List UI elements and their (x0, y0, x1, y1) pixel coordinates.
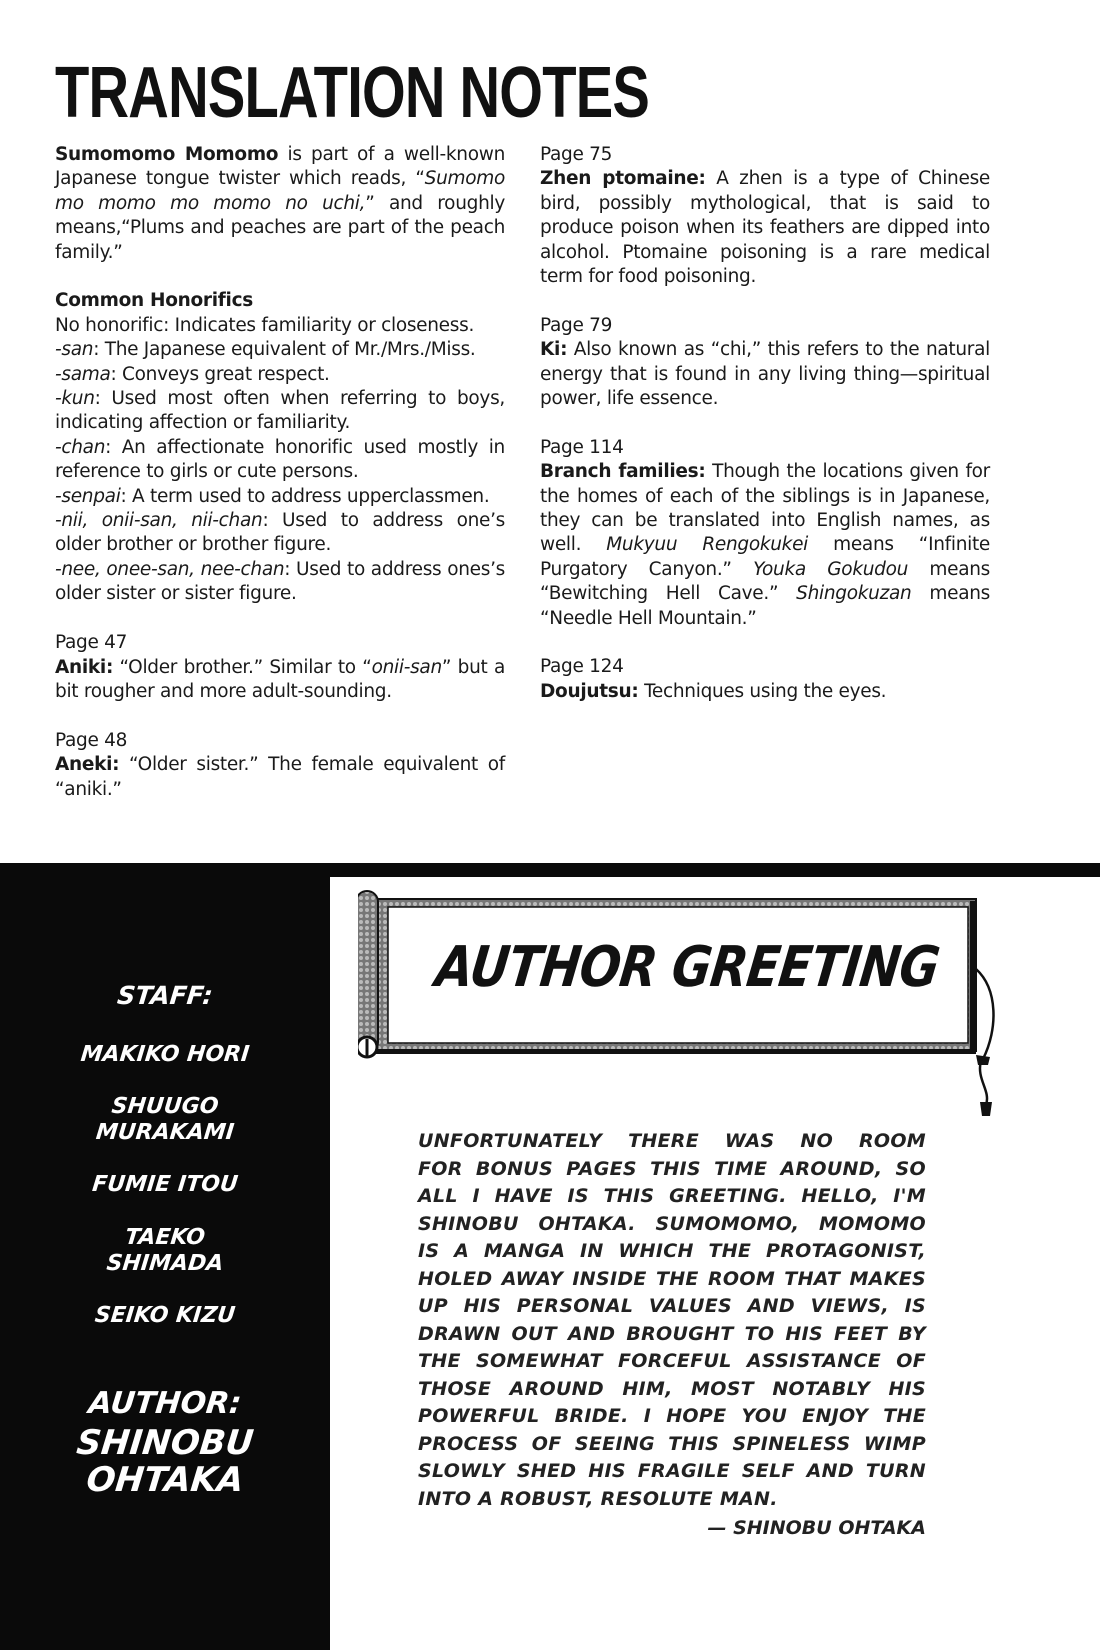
translation-notes-left-column (55, 143, 505, 826)
place-name: Youka Gokudou (753, 558, 909, 580)
staff-name: SEIKO KIZU (93, 1303, 237, 1328)
note-text: ” but a bit rougher and more adult-sounding. (55, 656, 505, 702)
honorific-term: -chan (55, 436, 106, 458)
staff-name: TAEKO (123, 1225, 207, 1250)
staff-name: SHUUGO (110, 1094, 220, 1119)
greeting-line: SLOWLY SHED HIS FRAGILE SELF AND TURN (418, 1460, 926, 1482)
honorific-item (55, 314, 505, 338)
greeting-line: SHINOBU OHTAKA. SUMOMOMO, MOMOMO (418, 1212, 926, 1235)
honorific-desc: : Indicates familiarity or closeness. (163, 314, 475, 336)
intro-text: is part of a well-known Japanese tongue twister which reads, “ (55, 144, 505, 190)
note-text: “Older sister.” The female equivalent of “aniki.” (55, 754, 505, 800)
honorific-desc: : A term used to address upperclassmen. (120, 485, 490, 507)
note-term: Aneki: (55, 754, 120, 776)
greeting-line: UNFORTUNATELY THERE WAS NO ROOM (418, 1130, 926, 1152)
honorific-term: -san (55, 339, 94, 361)
place-name: Shingokuzan (796, 583, 912, 605)
greeting-line: PROCESS OF SEEING THIS SPINELESS WIMP (418, 1432, 926, 1455)
note-term: Zhen ptomaine: (540, 168, 706, 190)
page-label: Page 79 (540, 314, 613, 336)
staff-name: FUMIE ITOU (91, 1172, 240, 1197)
honorific-desc: : Used most often when referring to boys, indicating affection or familiarity. (55, 388, 505, 434)
place-name: Mukyuu Rengokukei (606, 534, 809, 556)
note-text: Techniques using the eyes. (638, 680, 887, 702)
page-label: Page 47 (55, 632, 128, 654)
author-name: OHTAKA (84, 1460, 246, 1500)
note-page-79 (540, 314, 990, 412)
note-page-48 (55, 729, 505, 802)
honorific-desc: : Used to address one’s older brother or brother figure. (55, 510, 506, 556)
honorific-desc: : The Japanese equivalent of Mr./Mrs./Miss. (93, 339, 476, 361)
greeting-line: INTO A ROBUST, RESOLUTE MAN. (418, 1487, 778, 1510)
intro-term: Sumomomo Momomo (55, 144, 279, 165)
author-heading: AUTHOR: (86, 1386, 244, 1421)
honorific-term: -sama (55, 363, 111, 385)
greeting-line: ALL I HAVE IS THIS GREETING. HELLO, I'M (418, 1185, 926, 1207)
page-label: Page 48 (55, 729, 128, 751)
note-text: means “Bewitching Hell Cave.” (540, 558, 990, 605)
note-term: Ki: (540, 339, 568, 361)
note-term: Aniki: (55, 656, 114, 678)
note-page-47 (55, 631, 505, 704)
translation-notes-right-column (540, 143, 990, 729)
intro-note (55, 143, 505, 265)
honorific-item (55, 436, 505, 485)
scroll-cord-icon (976, 1060, 1006, 1120)
staff-name: SHIMADA (105, 1251, 225, 1276)
greeting-line: THOSE AROUND HIM, MOST NOTABLY HIS (418, 1377, 926, 1400)
honorific-item (55, 338, 505, 362)
note-text: means “Infinite Purgatory Canyon.” (540, 534, 990, 580)
intro-text-end: ” and roughly means,“Plums and peaches are part of the peach family.” (55, 192, 505, 263)
honorific-item (55, 363, 505, 387)
note-italic: onii-san (371, 656, 442, 678)
honorific-item (55, 387, 505, 436)
honorific-term: No honorific (55, 314, 164, 336)
intro-italic: Sumomo mo momo mo momo no uchi, (55, 168, 505, 214)
page-label: Page 124 (540, 656, 624, 678)
honorific-desc: : An affectionate honorific used mostly in reference to girls or cute persons. (55, 436, 505, 483)
honorific-desc: : Used to address ones’s older sister or sister figure. (55, 558, 505, 605)
greeting-line: IS A MANGA IN WHICH THE PROTAGONIST, (418, 1240, 926, 1262)
page-label: Page 114 (540, 436, 624, 458)
honorifics-heading: Common Honorifics (55, 290, 253, 312)
greeting-line: THE SOMEWHAT FORCEFUL ASSISTANCE OF (418, 1350, 926, 1372)
author-name: SHINOBU (74, 1423, 256, 1463)
note-term: Branch families: (540, 461, 706, 483)
note-text: A zhen is a type of Chinese bird, possibly mythological, that is said to produce poison when its feathers are dipped into alcohol. Ptomaine poisoning is a rare medical term for food poisoning. (540, 168, 990, 288)
page-title: TRANSLATION NOTES (55, 53, 650, 133)
honorific-item (55, 509, 505, 558)
honorifics-section (55, 289, 505, 606)
note-text: “Older brother.” Similar to “ (113, 656, 372, 678)
greeting-line: POWERFUL BRIDE. I HOPE YOU ENJOY THE (418, 1405, 926, 1427)
greeting-text (418, 1128, 926, 1513)
note-page-75 (540, 143, 990, 289)
greeting-line: FOR BONUS PAGES THIS TIME AROUND, SO (418, 1157, 926, 1180)
honorific-desc: : Conveys great respect. (110, 363, 330, 385)
honorific-term: -nii, onii-san, nii-chan (55, 510, 263, 532)
staff-name: MURAKAMI (94, 1120, 236, 1145)
greeting-signature: — SHINOBU OHTAKA (707, 1517, 926, 1539)
note-page-124 (540, 655, 990, 704)
note-text: Also known as “chi,” this refers to the natural energy that is found in any living thing—spiritual power, life essence. (540, 339, 990, 410)
greeting-line: HOLED AWAY INSIDE THE ROOM THAT MAKES (418, 1267, 926, 1290)
note-page-114 (540, 436, 990, 631)
note-text: Though the locations given for the homes of each of the siblings is in Japanese, they can be translated into English names, as well. (540, 461, 990, 556)
honorific-item (55, 485, 505, 509)
author-greeting-title: AUTHOR GREETING (432, 935, 943, 1000)
greeting-line: UP HIS PERSONAL VALUES AND VIEWS, IS (418, 1295, 926, 1317)
honorific-term: -senpai (55, 485, 121, 507)
note-term: Doujutsu: (540, 680, 639, 702)
greeting-line: DRAWN OUT AND BROUGHT TO HIS FEET BY (418, 1322, 926, 1345)
honorific-item (55, 558, 505, 607)
staff-name: MAKIKO HORI (79, 1042, 251, 1067)
page-label: Page 75 (540, 144, 613, 165)
honorific-term: -nee, onee-san, nee-chan (55, 558, 285, 580)
note-text: means “Needle Hell Mountain.” (540, 583, 990, 629)
honorific-term: -kun (55, 388, 95, 410)
staff-heading: STAFF: (115, 981, 215, 1010)
